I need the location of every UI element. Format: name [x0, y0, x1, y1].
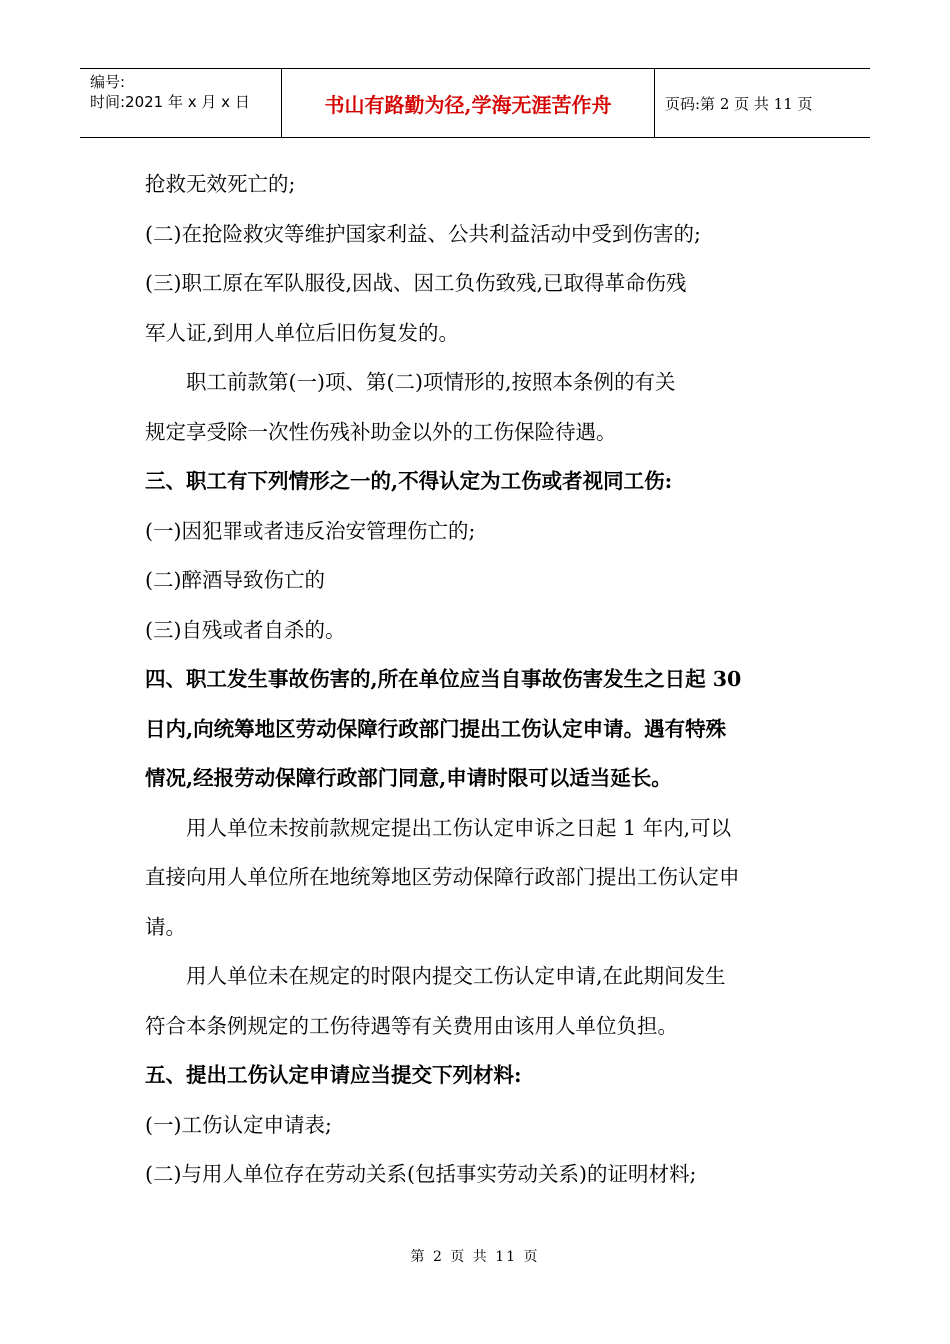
number-label: 编号: — [90, 73, 126, 91]
header-page-info: 页码:第 2 页 共 11 页 — [665, 94, 813, 113]
paragraph-line: (二)与用人单位存在劳动关系(包括事实劳动关系)的证明材料; — [145, 1162, 697, 1186]
paragraph-line: 用人单位未按前款规定提出工伤认定申诉之日起 1 年内,可以 — [186, 815, 732, 840]
time-label: 时间:2021 年 x 月 x 日 — [90, 93, 250, 111]
page-footer: 第 2 页 共 11 页 — [410, 1249, 540, 1265]
paragraph-line: 军人证,到用人单位后旧伤复发的。 — [145, 320, 460, 345]
paragraph-line: 请。 — [145, 914, 186, 939]
paragraph-line: (二)在抢险救灾等维护国家利益、公共利益活动中受到伤害的; — [145, 221, 701, 246]
paragraph-line: 抢救无效死亡的; — [145, 172, 296, 196]
header-meta-cell — [80, 69, 282, 137]
paragraph-line: (一)因犯罪或者违反治安管理伤亡的; — [145, 518, 476, 543]
paragraph-line: (二)醉酒导致伤亡的 — [145, 568, 325, 592]
paragraph-line: 规定享受除一次性伤残补助金以外的工伤保险待遇。 — [145, 419, 617, 444]
header-motto: 书山有路勤为径,学海无涯苦作舟 — [282, 69, 655, 137]
paragraph-line: 直接向用人单位所在地统筹地区劳动保障行政部门提出工伤认定申 — [145, 865, 740, 889]
paragraph-line: (一)工伤认定申请表; — [145, 1112, 332, 1137]
section-heading: 日内,向统筹地区劳动保障行政部门提出工伤认定申请。遇有特殊 — [145, 716, 727, 741]
paragraph-line: 用人单位未在规定的时限内提交工伤认定申请,在此期间发生 — [186, 964, 726, 988]
paragraph-line: (三)职工原在军队服役,因战、因工负伤致残,已取得革命伤残 — [145, 271, 687, 295]
paragraph-line: 符合本条例规定的工伤待遇等有关费用由该用人单位负担。 — [145, 1013, 678, 1038]
paragraph-line: 职工前款第(一)项、第(二)项情形的,按照本条例的有关 — [186, 370, 676, 394]
header-table — [80, 68, 870, 138]
paragraph-line: (三)自残或者自杀的。 — [145, 617, 346, 642]
section-heading: 三、职工有下列情形之一的,不得认定为工伤或者视同工伤: — [145, 469, 673, 493]
section-heading: 四、职工发生事故伤害的,所在单位应当自事故伤害发生之日起 30 — [145, 667, 742, 691]
section-heading: 情况,经报劳动保障行政部门同意,申请时限可以适当延长。 — [145, 766, 672, 790]
document-body — [145, 160, 810, 1200]
section-heading: 五、提出工伤认定申请应当提交下列材料: — [145, 1063, 522, 1087]
